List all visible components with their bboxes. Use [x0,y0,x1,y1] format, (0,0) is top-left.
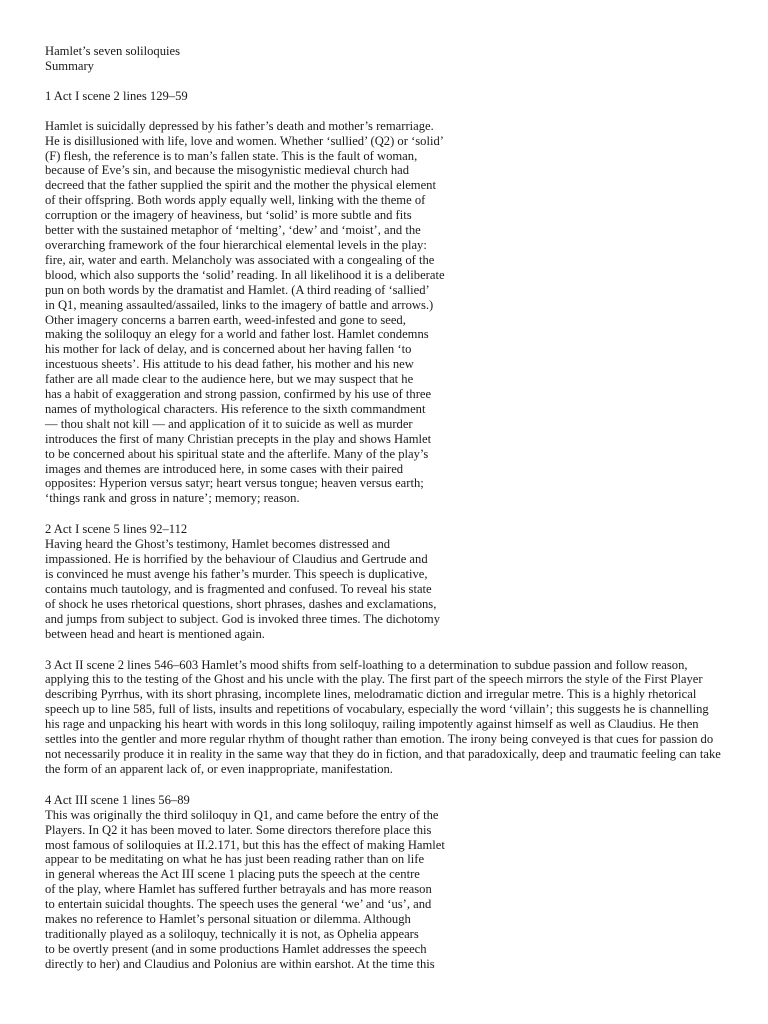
document-page [45,44,745,972]
paragraph-line: making the soliloquy an elegy for a world and father lost. Hamlet condemns [45,327,429,342]
spacer [45,74,745,89]
paragraph-line: Other imagery concerns a barren earth, weed-infested and gone to seed, [45,312,406,327]
paragraph-line: pun on both words by the dramatist and Hamlet. (A third reading of ‘sallied’ [45,282,430,297]
paragraph-line: is convinced he must avenge his father’s murder. This speech is duplicative, [45,567,428,581]
paragraph-line: appear to be meditating on what he has just been reading rather than on life [45,852,425,867]
spacer [45,104,745,119]
paragraph-line: fire, air, water and earth. Melancholy was associated with a congealing of the [45,252,435,267]
section-heading: 4 Act III scene 1 lines 56–89 [45,792,190,807]
spacer [45,642,745,658]
paragraph-line: describing Pyrrhus, with its short phrasing, incomplete lines, melodramatic diction and irregular metre. This is a highly rhetorical [45,687,697,702]
section-1 [45,89,745,506]
paragraph-line: Having heard the Ghost’s testimony, Hamlet becomes distressed and [45,537,391,552]
paragraph-line: images and themes are introduced here, in some cases with their paired [45,461,404,476]
section-heading: 1 Act I scene 2 lines 129–59 [45,88,188,103]
paragraph-line: has a habit of exaggeration and strong passion, confirmed by his use of three [45,387,432,402]
paragraph-line: He is disillusioned with life, love and women. Whether ‘sullied’ (Q2) or ‘solid’ [45,133,444,148]
paragraph-line: his rage and unpacking his heart with words in this long soliloquy, railing impotently against himself as well as Claudius. He then [45,717,699,732]
paragraph-line: not necessarily produce it in reality in the same way that they do in fiction, and that paradoxically, deep and traumatic feeling can take [45,746,721,761]
paragraph-line: This was originally the third soliloquy in Q1, and came before the entry of the [45,807,439,822]
paragraph-line: most famous of soliloquies at II.2.171, but this has the effect of making Hamlet [45,837,445,852]
document-subtitle: Summary [45,58,94,73]
paragraph-line: better with the sustained metaphor of ‘melting’, ‘dew’ and ‘moist’, and the [45,223,421,238]
paragraph-line: decreed that the father supplied the spirit and the mother the physical element [45,178,436,193]
paragraph-line: corruption or the imagery of heaviness, but ‘solid’ is more subtle and fits [45,208,412,223]
section-4 [45,793,745,972]
section-heading: 2 Act I scene 5 lines 92–112 [45,522,188,537]
paragraph-line: of their offspring. Both words apply equally well, linking with the theme of [45,193,426,208]
paragraph-line: and jumps from subject to subject. God is invoked three times. The dichotomy [45,611,441,626]
sections-container [45,89,745,972]
paragraph-line: makes no reference to Hamlet’s personal situation or dilemma. Although [45,912,411,927]
paragraph-line: Players. In Q2 it has been moved to later. Some directors therefore place this [45,822,432,837]
paragraph-line: impassioned. He is horrified by the behaviour of Claudius and Gertrude and [45,552,428,567]
paragraph-line: to be overtly present (and in some productions Hamlet addresses the speech [45,941,427,956]
paragraph-line: blood, which also supports the ‘solid’ reading. In all likelihood it is a deliberate [45,267,445,282]
paragraph-line: opposites: Hyperion versus satyr; heart versus tongue; heaven versus earth; [45,476,424,491]
paragraph-line: between head and heart is mentioned again. [45,626,265,641]
paragraph-line: introduces the first of many Christian precepts in the play and shows Hamlet [45,431,432,446]
paragraph-line: of the play, where Hamlet has suffered further betrayals and has more reason [45,882,432,897]
paragraph-line: applying this to the testing of the Ghost and his uncle with the play. The first part of the speech mirrors the style of the First Player [45,672,703,687]
paragraph-line: settles into the gentler and more regular rhythm of thought rather than emotion. The irony being conveyed is that cues for passion do [45,732,714,747]
spacer [45,777,745,793]
paragraph-line: his mother for lack of delay, and is concerned about her having fallen ‘to [45,342,412,357]
paragraph-line: the form of an apparent lack of, or even inappropriate, manifestation. [45,761,393,776]
paragraph-line: father are all made clear to the audience here, but we may suspect that he [45,372,414,387]
paragraph-line: ‘things rank and gross in nature’; memory; reason. [45,491,300,506]
section-2 [45,522,745,641]
paragraph-line: (F) flesh, the reference is to man’s fallen state. This is the fault of woman, [45,148,418,163]
paragraph-line: names of mythological characters. His reference to the sixth commandment [45,401,426,416]
paragraph-line: in Q1, meaning assaulted/assailed, links to the imagery of battle and arrows.) [45,297,434,312]
paragraph-line: overarching framework of the four hierarchical elemental levels in the play: [45,237,427,252]
spacer [45,506,745,522]
paragraph-line: contains much tautology, and is fragmented and confused. To reveal his state [45,581,432,596]
paragraph-line: — thou shalt not kill — and application of it to suicide as well as murder [45,416,413,431]
paragraph-line: because of Eve’s sin, and because the misogynistic medieval church had [45,163,410,178]
paragraph-line: directly to her) and Claudius and Polonius are within earshot. At the time this [45,956,435,971]
paragraph-line: speech up to line 585, full of lists, insults and repetitions of vocabulary, especially the word ‘villain’; this suggests he is channelling [45,702,709,717]
paragraph-line: to be concerned about his spiritual state and the afterlife. Many of the play’s [45,446,429,461]
paragraph-line: Hamlet is suicidally depressed by his father’s death and mother’s remarriage. [45,118,434,133]
document-title: Hamlet’s seven soliloquies [45,44,181,58]
paragraph-line: traditionally played as a soliloquy, technically it is not, as Ophelia appears [45,926,419,941]
paragraph-line: of shock he uses rhetorical questions, short phrases, dashes and exclamations, [45,596,437,611]
paragraph-line: 3 Act II scene 2 lines 546–603 Hamlet’s mood shifts from self-loathing to a determination to subdue passion and follow reason, [45,657,688,672]
paragraph-line: incestuous sheets’. His attitude to his dead father, his mother and his new [45,357,414,372]
paragraph-line: in general whereas the Act III scene 1 placing puts the speech at the centre [45,867,420,882]
section-3 [45,658,745,777]
paragraph-line: to entertain suicidal thoughts. The speech uses the general ‘we’ and ‘us’, and [45,897,432,912]
